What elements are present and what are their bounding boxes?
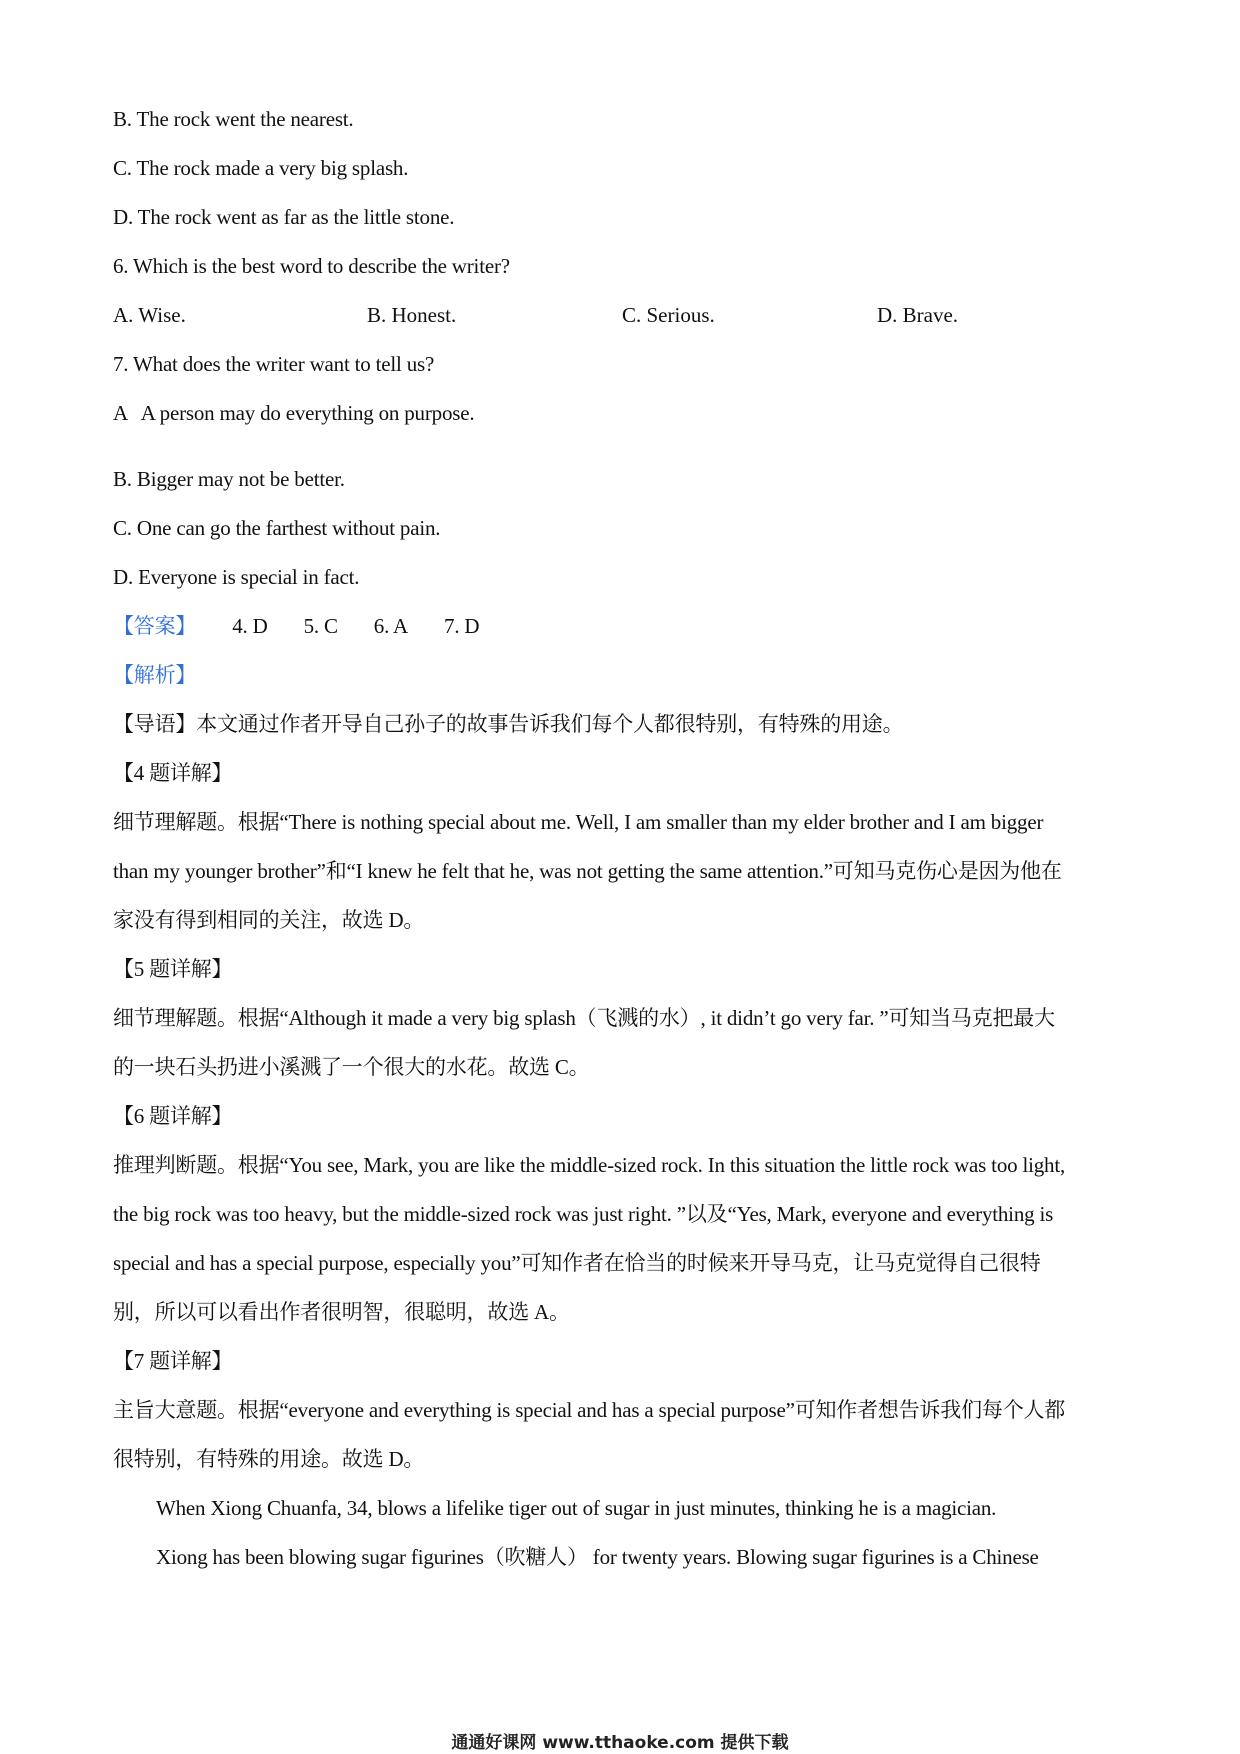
answer-item-7: 7. D: [444, 614, 480, 638]
q4-detail-line: 家没有得到相同的关注，故选 D。: [113, 908, 425, 932]
q5-detail-line: 的一块石头扔进小溪溅了一个很大的水花。故选 C。: [113, 1055, 590, 1079]
q4-detail-line: 细节理解题。根据“There is nothing special about me. Well, I am smaller than my elder brother and I am bigger: [113, 810, 1044, 834]
q7-question: 7. What does the writer want to tell us?: [113, 352, 435, 376]
passage-line: Xiong has been blowing sugar figurines（吹糖人） for twenty years. Blowing sugar figurines is a Chinese: [156, 1545, 1039, 1569]
q5-detail-title: 【5 题详解】: [113, 957, 233, 981]
q7-option-a: A A person may do everything on purpose.: [113, 401, 475, 425]
q6-detail-line: 推理判断题。根据“You see, Mark, you are like the middle-sized rock. In this situation the little rock was too light,: [113, 1153, 1066, 1177]
q5-option-b: B. The rock went the nearest.: [113, 107, 354, 131]
q6-option-d: D. Brave.: [877, 303, 959, 327]
answer-item-5: 5. C: [303, 614, 338, 638]
q6-detail-line: 别，所以可以看出作者很明智，很聪明，故选 A。: [113, 1300, 570, 1324]
q7-option-d: D. Everyone is special in fact.: [113, 565, 360, 589]
q6-detail-line: special and has a special purpose, especially you”可知作者在恰当的时候来开导马克，让马克觉得自己很特: [113, 1251, 1041, 1275]
answer-label: 【答案】: [113, 614, 197, 638]
q6-option-c: C. Serious.: [622, 303, 715, 327]
q7-option-c: C. One can go the farthest without pain.: [113, 516, 441, 540]
analysis-intro: 【导语】本文通过作者开导自己孙子的故事告诉我们每个人都很特别，有特殊的用途。: [113, 712, 904, 736]
q6-question: 6. Which is the best word to describe the writer?: [113, 254, 510, 278]
q6-detail-line: the big rock was too heavy, but the middle-sized rock was just right. ”以及“Yes, Mark, everyone and everything is: [113, 1202, 1054, 1226]
q6-option-a: A. Wise.: [113, 303, 186, 327]
q5-detail-line: 细节理解题。根据“Although it made a very big splash（飞溅的水）, it didn’t go very far. ”可知当马克把最大: [113, 1006, 1055, 1030]
answer-item-4: 4. D: [232, 614, 268, 638]
q6-detail-title: 【6 题详解】: [113, 1104, 233, 1128]
q7-detail-line: 主旨大意题。根据“everyone and everything is special and has a special purpose”可知作者想告诉我们每个人都: [113, 1398, 1066, 1422]
q4-detail-line: than my younger brother”和“I knew he felt that he, was not getting the same attention.”可知马克伤心是因为他在: [113, 859, 1062, 883]
analysis-label: 【解析】: [113, 663, 197, 687]
q4-detail-title: 【4 题详解】: [113, 761, 233, 785]
q5-option-c: C. The rock made a very big splash.: [113, 156, 409, 180]
answer-item-6: 6. A: [373, 614, 409, 638]
q7-detail-line: 很特别，有特殊的用途。故选 D。: [113, 1447, 425, 1471]
page-footer: 通通好课网 www.tthaoke.com 提供下载: [451, 1733, 789, 1753]
q5-option-d: D. The rock went as far as the little stone.: [113, 205, 455, 229]
answer-line: [113, 612, 479, 640]
q7-detail-title: 【7 题详解】: [113, 1349, 233, 1373]
q7-option-b: B. Bigger may not be better.: [113, 467, 345, 491]
passage-line: When Xiong Chuanfa, 34, blows a lifelike tiger out of sugar in just minutes, thinking he is a magician.: [156, 1496, 997, 1520]
q6-option-b: B. Honest.: [367, 303, 457, 327]
